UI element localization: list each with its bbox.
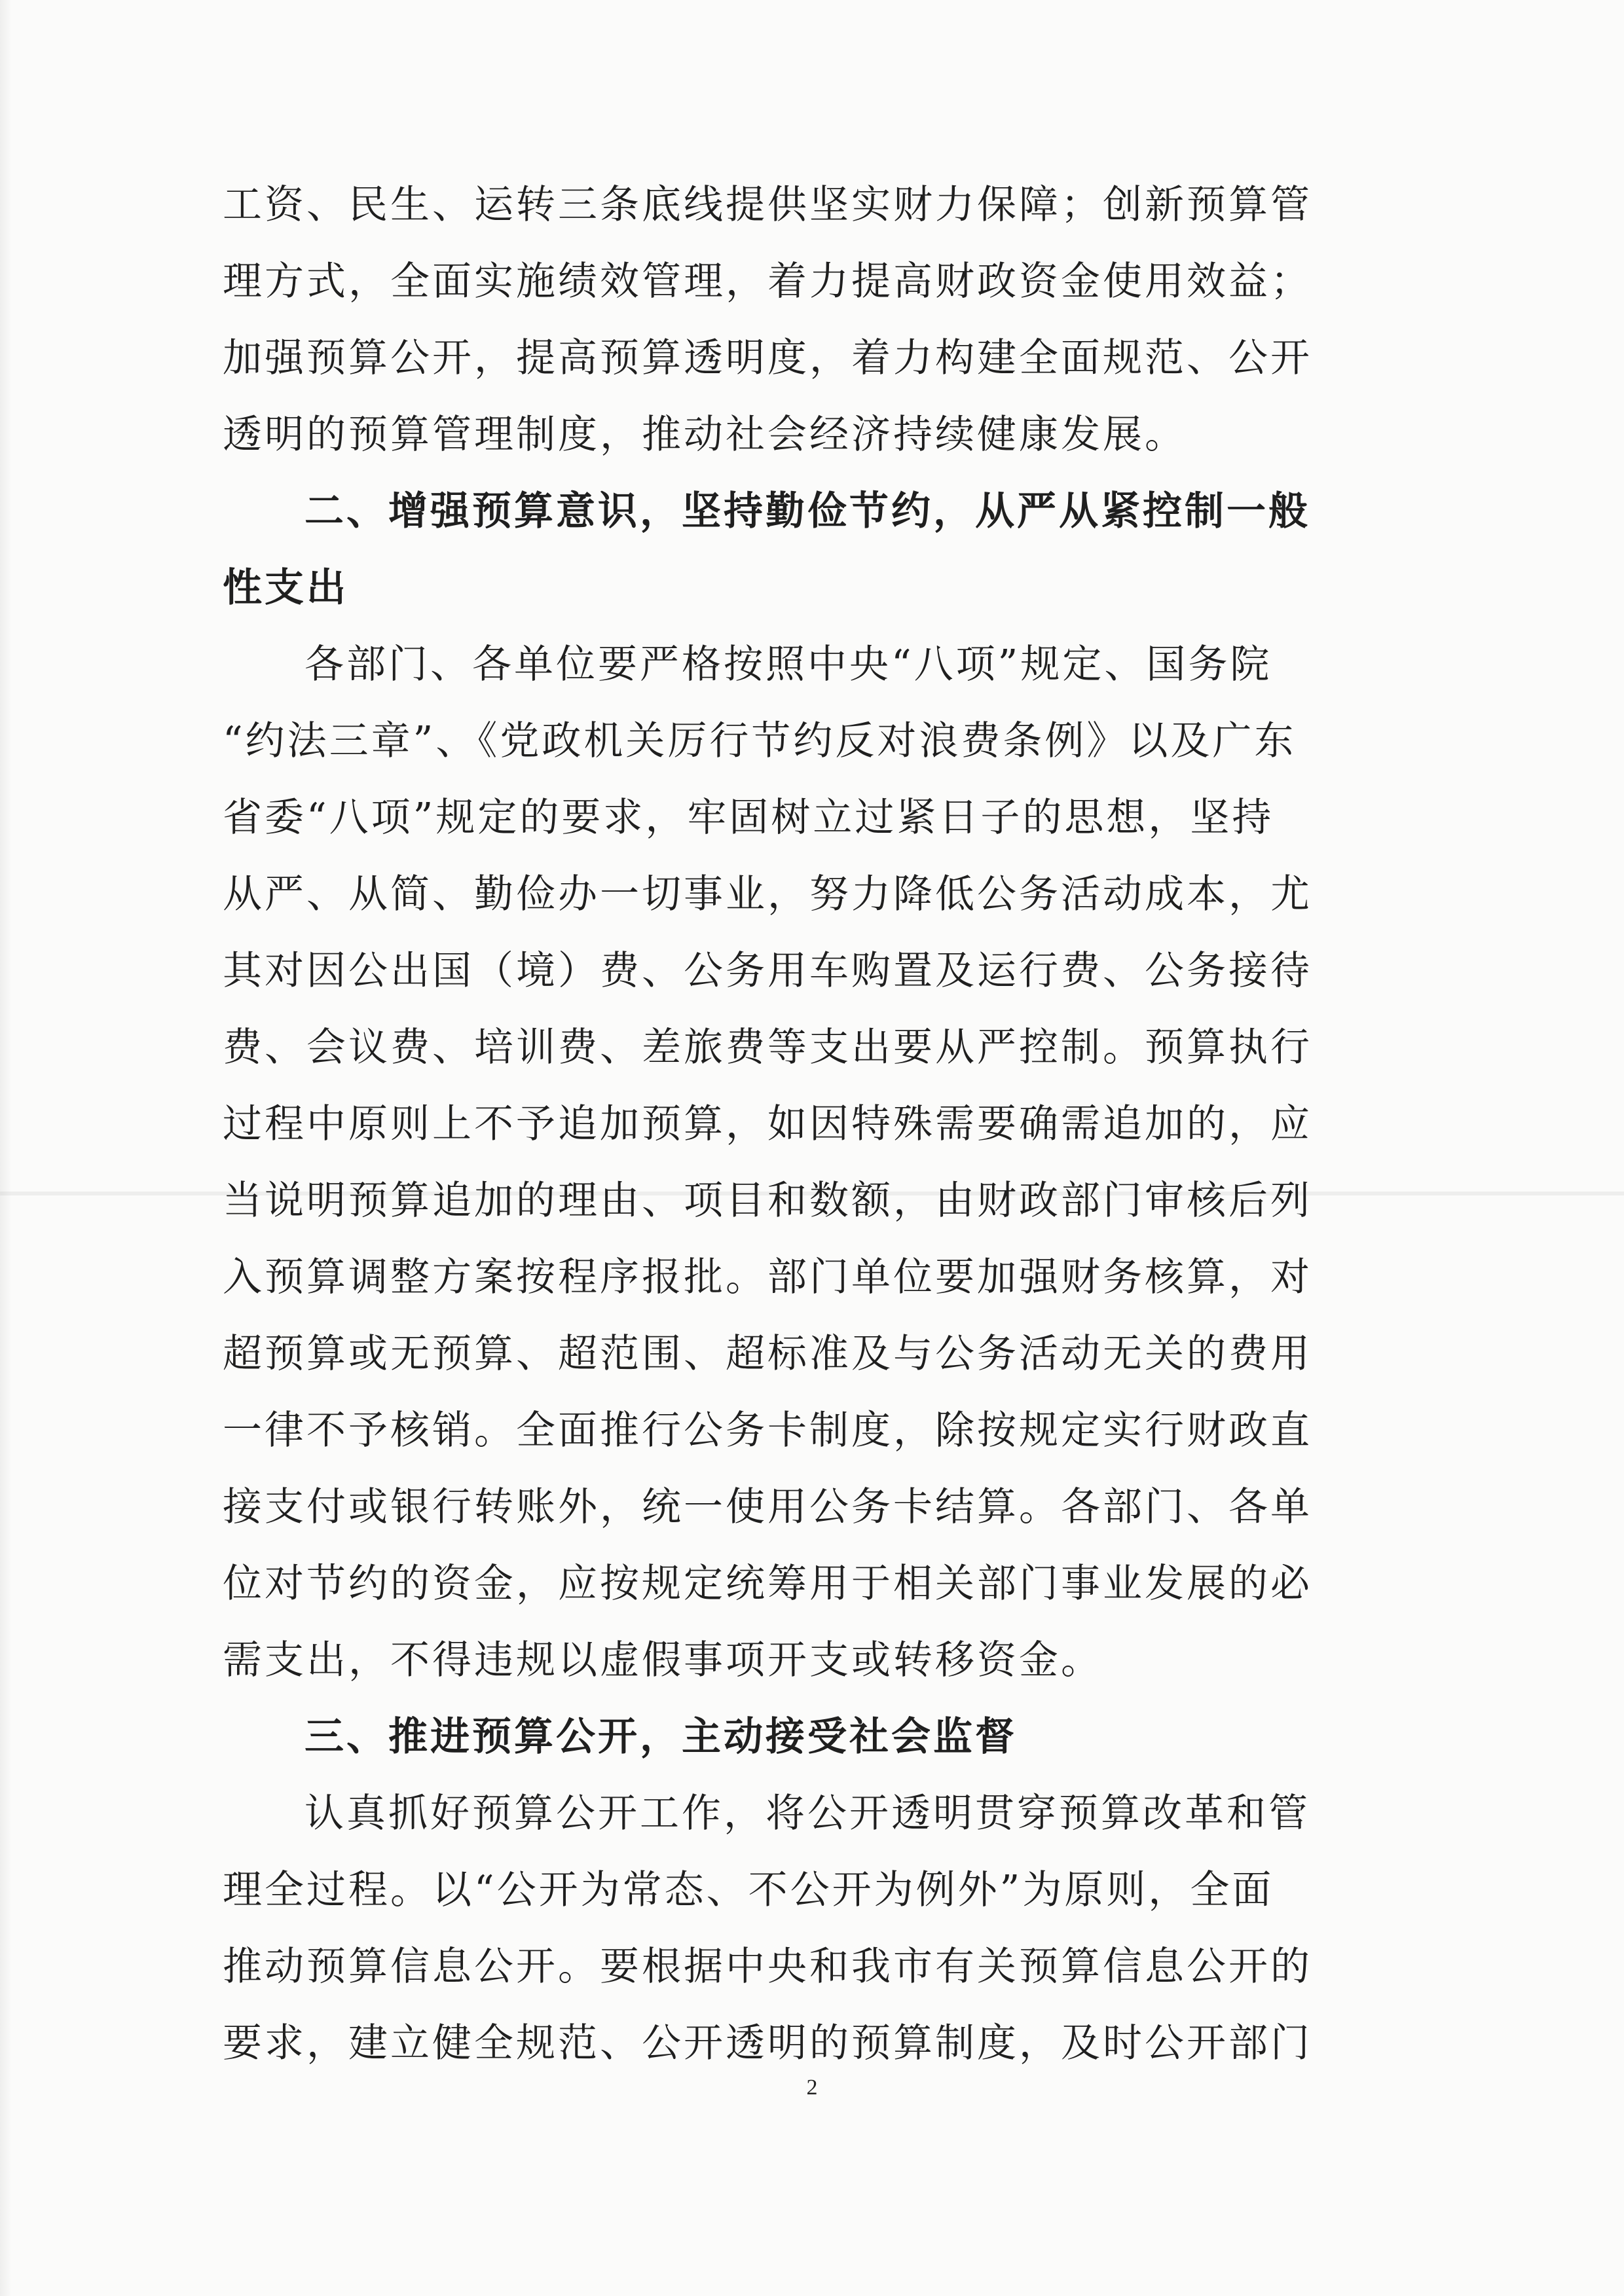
- page-number: 2: [806, 2075, 818, 2100]
- section-heading-3: 三、推进预算公开，主动接受社会监督: [304, 1714, 1017, 1760]
- paragraph-line: 位对节约的资金，应按规定统筹用于相关部门事业发展的必: [223, 1561, 1312, 1607]
- paragraph-line: 认真抓好预算公开工作，将公开透明贯穿预算改革和管: [304, 1791, 1310, 1836]
- paragraph-line: 需支出，不得违规以虚假事项开支或转移资金。: [223, 1637, 1103, 1683]
- paragraph-line: 当说明预算追加的理由、项目和数额，由财政部门审核后列: [223, 1178, 1312, 1224]
- paragraph-line: 要求，建立健全规范、公开透明的预算制度，及时公开部门: [223, 2020, 1312, 2066]
- paragraph-line: 一律不予核销。全面推行公务卡制度，除按规定实行财政直: [223, 1408, 1312, 1453]
- document-body: [223, 167, 1369, 2082]
- paragraph-line: 各部门、各单位要严格按照中央“八项”规定、国务院: [304, 642, 1272, 687]
- paragraph-line: 从严、从简、勤俭办一切事业，努力降低公务活动成本，尤: [223, 871, 1312, 917]
- section-heading-2: 二、增强预算意识，坚持勤俭节约，从严从紧控制一般: [304, 488, 1310, 534]
- paragraph-line: 其对因公出国（境）费、公务用车购置及运行费、公务接待: [223, 948, 1312, 994]
- paragraph-line: 接支付或银行转账外，统一使用公务卡结算。各部门、各单: [223, 1484, 1312, 1530]
- paragraph-line: 加强预算公开，提高预算透明度，着力构建全面规范、公开: [223, 335, 1312, 381]
- paragraph-line: 入预算调整方案按程序报批。部门单位要加强财务核算，对: [223, 1254, 1312, 1300]
- scan-edge-shadow: [0, 0, 12, 2296]
- paragraph-line: 费、会议费、培训费、差旅费等支出要从严控制。预算执行: [223, 1025, 1312, 1070]
- section-heading-2-cont: 性支出: [223, 565, 348, 611]
- paragraph-line: 过程中原则上不予追加预算，如因特殊需要确需追加的，应: [223, 1101, 1312, 1147]
- paragraph-line: 推动预算信息公开。要根据中央和我市有关预算信息公开的: [223, 1944, 1312, 1990]
- paragraph-line: 理全过程。以“公开为常态、不公开为例外”为原则，全面: [223, 1867, 1274, 1913]
- paragraph-line: 透明的预算管理制度，推动社会经济持续健康发展。: [223, 412, 1187, 458]
- paragraph-line: 省委“八项”规定的要求，牢固树立过紧日子的思想，坚持: [223, 795, 1274, 841]
- paragraph-line: 理方式，全面实施绩效管理，着力提高财政资金使用效益；: [223, 259, 1312, 304]
- paragraph-line: 超预算或无预算、超范围、超标准及与公务活动无关的费用: [223, 1331, 1312, 1377]
- paragraph-line: 工资、民生、运转三条底线提供坚实财力保障；创新预算管: [223, 182, 1312, 228]
- paragraph-line: “约法三章”、《党政机关厉行节约反对浪费条例》以及广东: [223, 718, 1297, 764]
